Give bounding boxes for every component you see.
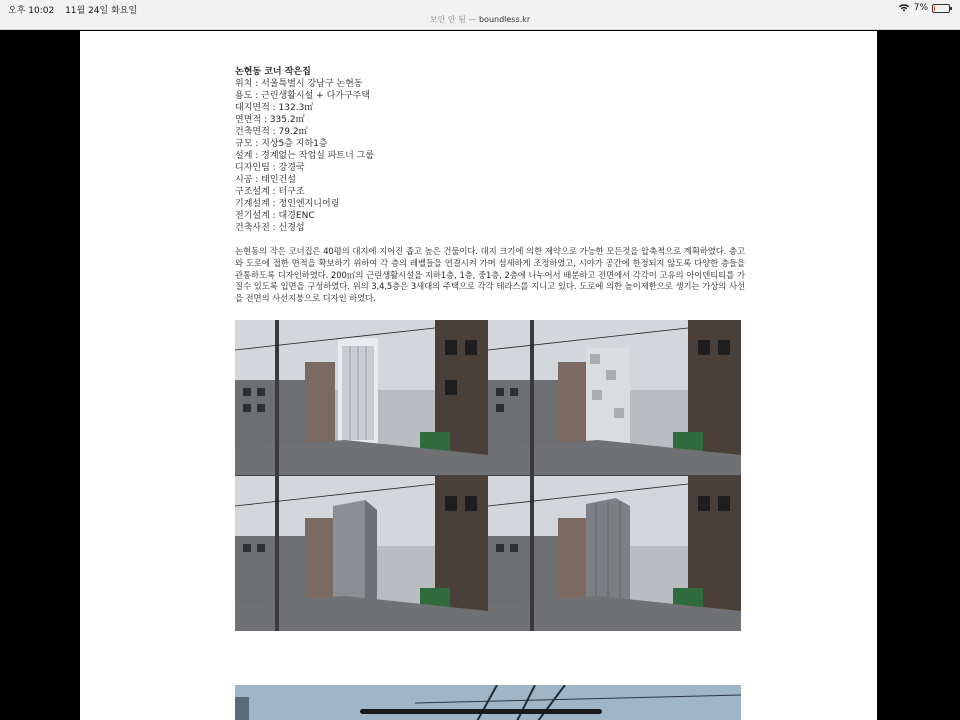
web-page[interactable]	[80, 31, 877, 720]
battery-icon	[932, 4, 950, 13]
facade-photo-4	[488, 476, 741, 631]
spec-electrical: 전기설계 : 대경ENC	[235, 211, 315, 221]
status-bar	[0, 0, 960, 30]
spec-location: 위치 : 서울특별시 강남구 논현동	[235, 79, 363, 89]
spec-list	[235, 78, 745, 234]
article-description: 논현동의 작은 코너집은 40평의 대지에 지어진 좁고 높은 건물이다. 대지 크기에 의한 제약으로 가능한 모든것을 압축적으로 계획하였다. 층고와 도로에 접한 면적을 확보하기 위하여 각 층의 레벨들을 연결시켜 가며 섬세하게 조정하였고, 시야가 공간에 한정되지 않도록 다양한 층들을 관통하도록 디자인하였다. 200㎡의 근린생활시설을 지하1층, 1층, 중1층, 2층에 나누어서 배분하고 전면에서 각각이 고유의 아이덴티티를 가질수 있도록 입면을 구성하였다. 위의 3,4,5층은 3세대의 주택으로 각각 테라스를 지니고 있다. 도로에 의한 높이제한으로 생기는 가상의 사선을 전면의 사선지붕으로 디자인 하였다.	[235, 246, 745, 304]
facade-photo-3	[235, 476, 488, 631]
spec-building-area: 건축면적 : 79.2㎡	[235, 127, 308, 137]
wifi-icon	[899, 4, 909, 12]
spec-architect: 설계 : 경계없는 작업실 파트너 그룹	[235, 151, 375, 161]
facade-photo-2	[488, 320, 741, 475]
spec-scale: 규모 : 지상5층 지하1층	[235, 139, 328, 149]
address-host: boundless.kr	[478, 15, 531, 24]
spec-mechanical: 기계설계 : 정인엔지니어링	[235, 199, 340, 209]
battery-tip	[950, 7, 952, 10]
spec-use: 용도 : 근린생활시설 + 다가구주택	[235, 91, 371, 101]
facade-photo-1	[235, 320, 488, 475]
spec-design-team: 디자인팀 : 강경국	[235, 163, 305, 173]
spec-site-area: 대지면적 : 132.3㎡	[235, 103, 314, 113]
home-indicator[interactable]	[360, 709, 602, 714]
spec-floor-area: 연면적 : 335.2㎡	[235, 115, 305, 125]
status-right	[899, 3, 950, 13]
facade-photo-grid	[235, 320, 741, 631]
battery-level-fill	[934, 6, 935, 11]
spec-structural: 구조설계 : 터구조	[235, 187, 305, 197]
article-text	[235, 66, 745, 305]
status-time: 오후 10:02	[8, 6, 55, 16]
status-date: 11월 24일 화요일	[65, 6, 138, 16]
address-bar[interactable]	[0, 14, 960, 25]
battery-percent: 7%	[913, 3, 928, 13]
article-title: 논현동 코너 작은집	[235, 67, 311, 77]
spec-photography: 건축사진 : 신경섭	[235, 223, 305, 233]
spec-construction: 시공 : 태인건설	[235, 175, 296, 185]
security-label: 보안 안 됨 —	[429, 15, 477, 24]
next-photo	[235, 685, 741, 720]
